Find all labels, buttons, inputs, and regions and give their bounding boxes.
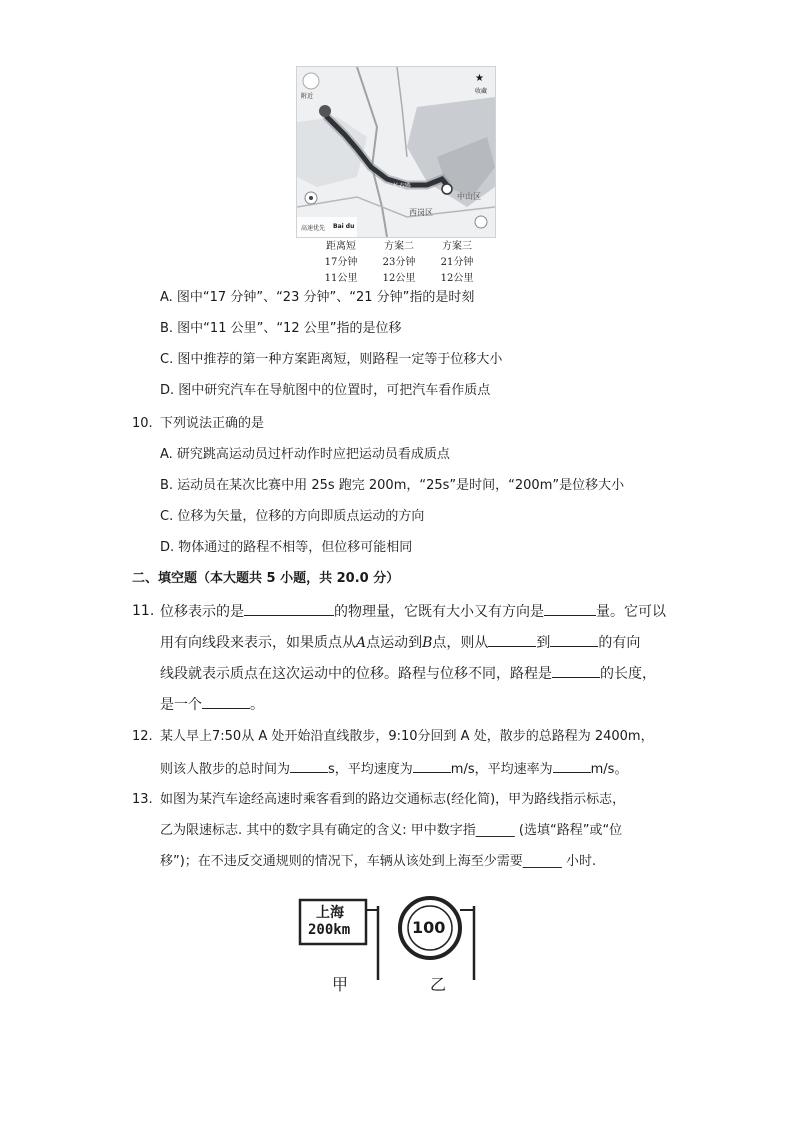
q11-text: 到 bbox=[536, 635, 551, 651]
map-label-pref: 高速优先 bbox=[301, 225, 326, 232]
route-3-time: 21分钟 bbox=[440, 257, 474, 268]
q9-option-c: C. 图中推荐的第一种方案距离短，则路程一定等于位移大小 bbox=[160, 352, 503, 367]
answer-blank[interactable] bbox=[488, 632, 536, 647]
sign-yi-label: 乙 bbox=[430, 975, 447, 994]
q12-line-1: 某人早上7:50从 A 处开始沿直线散步，9:10分回到 A 处，散步的总路程为 2400m， bbox=[160, 729, 654, 744]
answer-blank[interactable] bbox=[202, 694, 250, 709]
q11-line-4 bbox=[160, 694, 264, 715]
route-3 bbox=[432, 239, 482, 287]
map-logo: Bai du bbox=[333, 223, 355, 230]
route-2-time: 23分钟 bbox=[382, 257, 416, 268]
star-icon: ★ bbox=[475, 73, 484, 84]
route-1-time: 17分钟 bbox=[324, 257, 358, 268]
route-3-name: 方案三 bbox=[442, 241, 472, 252]
answer-blank[interactable] bbox=[550, 632, 598, 647]
route-3-dist: 12公里 bbox=[440, 273, 474, 284]
q11-text: 。 bbox=[250, 697, 264, 713]
q11-text: 量。它可以 bbox=[596, 604, 666, 620]
q11-text: 是一个 bbox=[160, 697, 202, 713]
q12-text: 则该人散步的总时间为 bbox=[160, 762, 291, 777]
q11-text: 位移表示的是 bbox=[160, 604, 244, 620]
q11-text: 点运动到 bbox=[366, 635, 423, 651]
route-2 bbox=[374, 239, 424, 287]
q13-number: 13. bbox=[132, 792, 153, 807]
traffic-signs-figure bbox=[298, 894, 484, 994]
q10-option-c: C. 位移为矢量，位移的方向即质点运动的方向 bbox=[160, 509, 425, 524]
sign-jia-city: 上海 bbox=[316, 905, 344, 921]
q10-option-d: D. 物体通过的路程不相等，但位移可能相同 bbox=[160, 540, 413, 555]
route-2-dist: 12公里 bbox=[382, 273, 416, 284]
q11-text: 线段就表示质点在这次运动中的位移。路程与位移不同，路程是 bbox=[160, 666, 552, 682]
q12-line-2 bbox=[160, 758, 627, 780]
map-label-district2: 中山区 bbox=[457, 192, 481, 201]
map-label-favorite: 收藏 bbox=[475, 88, 488, 95]
navigation-map-figure bbox=[296, 66, 496, 238]
q11-text: 点，则从 bbox=[432, 635, 489, 651]
q12-text: s，平均速度为 bbox=[328, 762, 413, 777]
sign-jia-label: 甲 bbox=[332, 975, 349, 994]
q13-line-2: 乙为限速标志. 其中的数字具有确定的含义: 甲中数字指______ (选填“路程”或“位 bbox=[160, 823, 623, 838]
answer-blank[interactable] bbox=[244, 601, 334, 616]
q11-line-3 bbox=[160, 663, 656, 684]
answer-blank[interactable] bbox=[552, 663, 600, 678]
q11-point-a: A bbox=[356, 635, 367, 651]
sign-jia-distance: 200km bbox=[308, 922, 351, 938]
q10-stem: 下列说法正确的是 bbox=[160, 416, 265, 431]
answer-blank[interactable] bbox=[553, 758, 591, 773]
map-label-district1: 西岗区 bbox=[409, 208, 433, 217]
sign-yi-speed-limit: 100 bbox=[412, 918, 446, 937]
q13-line-3: 移”)；在不违反交通规则的情况下，车辆从该处到上海至少需要______ 小时. bbox=[160, 854, 597, 869]
route-2-name: 方案二 bbox=[384, 241, 414, 252]
q11-text: 的有向 bbox=[598, 635, 641, 651]
q10-number: 10. bbox=[132, 416, 153, 431]
map-label-road: 长春路 bbox=[393, 183, 412, 190]
q9-option-b: B. 图中“11 公里”、“12 公里”指的是位移 bbox=[160, 321, 402, 336]
q12-text: m/s。 bbox=[590, 762, 628, 777]
q11-line-2 bbox=[160, 632, 640, 653]
q9-option-d: D. 图中研究汽车在导航图中的位置时，可把汽车看作质点 bbox=[160, 383, 491, 398]
route-1-dist: 11公里 bbox=[324, 273, 358, 284]
answer-blank[interactable] bbox=[413, 758, 451, 773]
q11-point-b: B bbox=[422, 635, 433, 651]
q10-option-a: A. 研究跳高运动员过杆动作时应把运动员看成质点 bbox=[160, 447, 450, 462]
q11-text: 的长度， bbox=[600, 666, 656, 682]
section-fill-in-title: 二、填空题（本大题共 5 小题，共 20.0 分） bbox=[132, 571, 400, 586]
answer-blank[interactable] bbox=[290, 758, 328, 773]
q11-number: 11. bbox=[132, 603, 155, 619]
q11-text: 用有向线段来表示，如果质点从 bbox=[160, 635, 356, 651]
q11-text: 的物理量，它既有大小又有方向是 bbox=[334, 604, 544, 620]
q11-line-1 bbox=[160, 601, 666, 622]
q13-line-1: 如图为某汽车途经高速时乘客看到的路边交通标志(经化简)，甲为路线指示标志， bbox=[160, 792, 626, 807]
route-1 bbox=[316, 239, 366, 287]
q9-option-a: A. 图中“17 分钟”、“23 分钟”、“21 分钟”指的是时刻 bbox=[160, 290, 475, 305]
route-1-name: 距离短 bbox=[326, 241, 356, 252]
map-label-nearby: 附近 bbox=[301, 93, 314, 100]
answer-blank[interactable] bbox=[544, 601, 596, 616]
q10-option-b: B. 运动员在某次比赛中用 25s 跑完 200m，“25s”是时间，“200m”是位移大小 bbox=[160, 478, 625, 493]
map-graphic bbox=[297, 67, 495, 237]
q12-number: 12. bbox=[132, 729, 153, 744]
q12-text: m/s，平均速率为 bbox=[450, 762, 553, 777]
